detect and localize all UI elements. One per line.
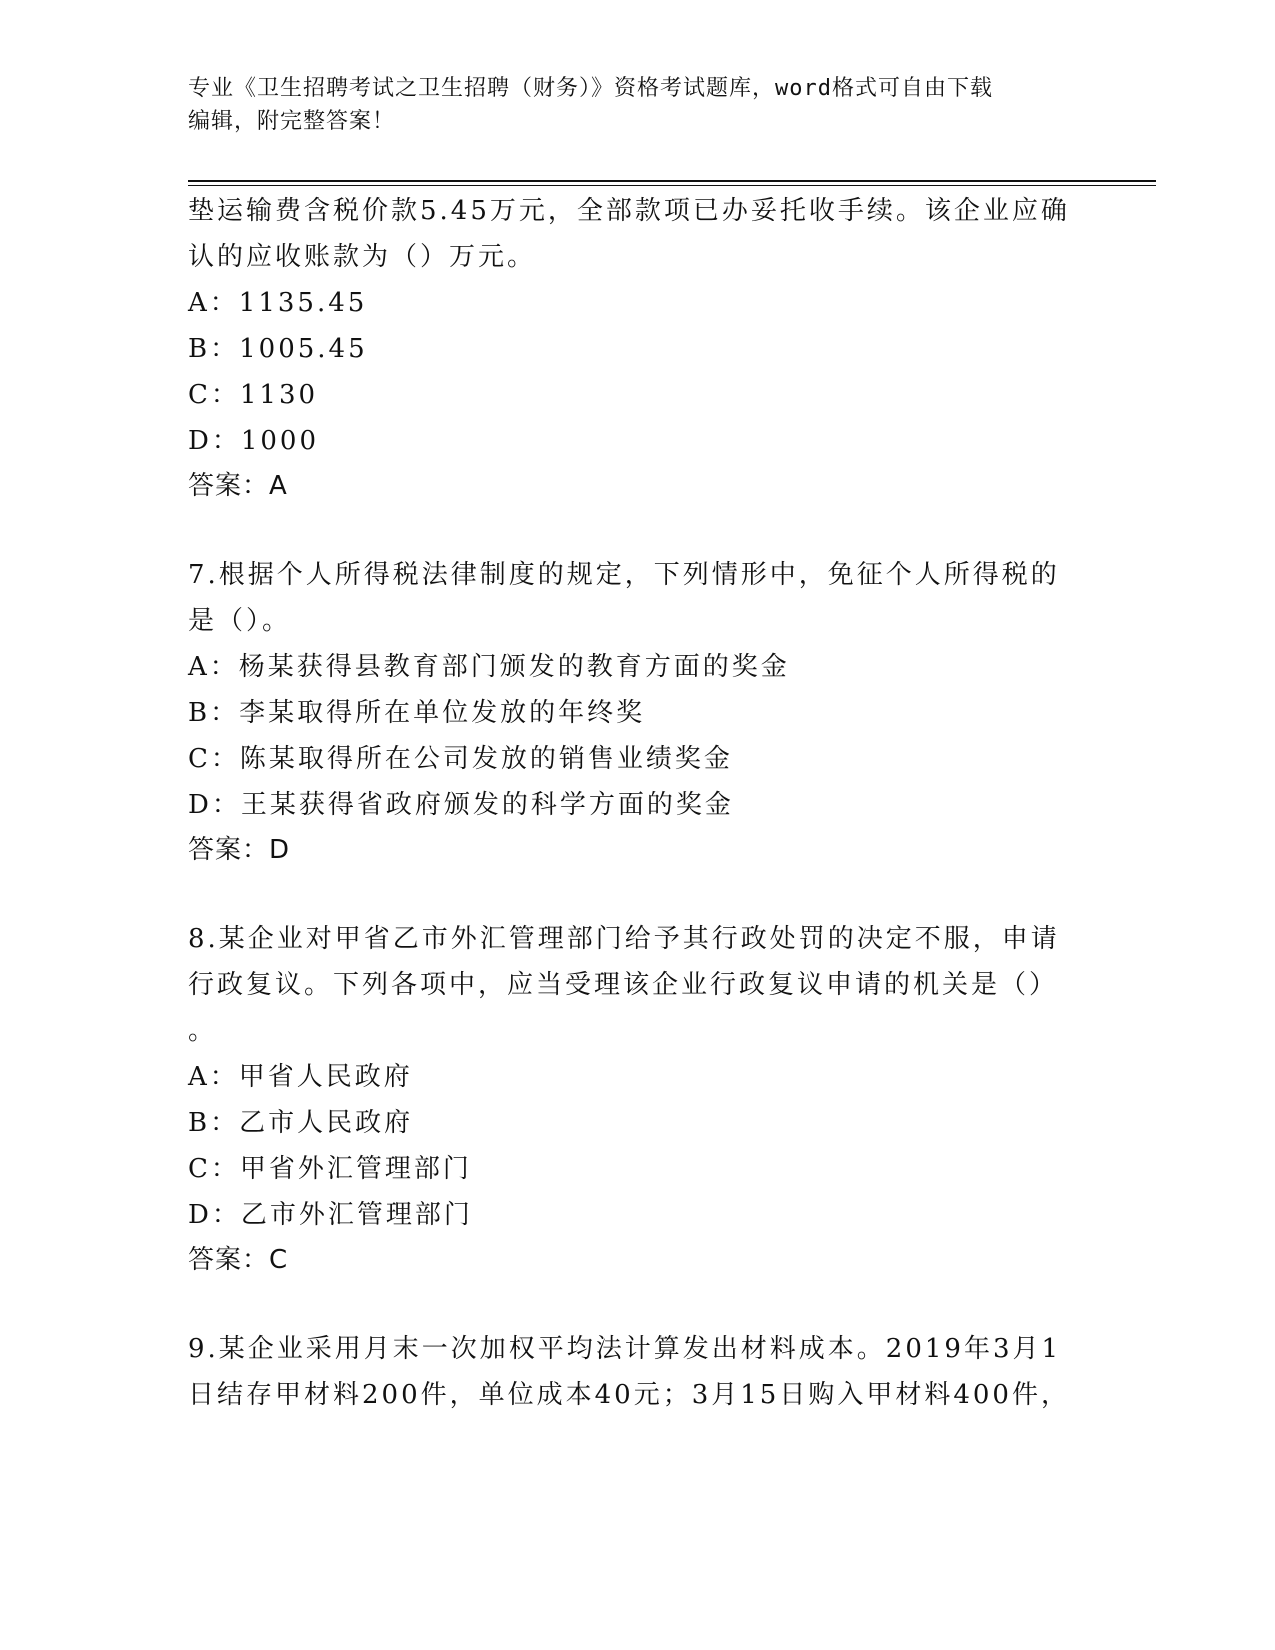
question-8 (188, 916, 1088, 1282)
header-rule-thin (188, 185, 1156, 186)
question-stem: 日结存甲材料200件，单位成本40元；3月15日购入甲材料400件， (188, 1380, 1070, 1410)
question-stem: 认的应收账款为（）万元。 (188, 242, 537, 272)
option-b: B：乙市人民政府 (188, 1108, 414, 1138)
header-line-2: 编辑，附完整答案！ (188, 109, 396, 134)
answer-line: 答案：D (188, 835, 291, 865)
option-d: D：王某获得省政府颁发的科学方面的奖金 (188, 790, 734, 820)
option-c: C：甲省外汇管理部门 (188, 1154, 472, 1184)
option-d: D：1000 (188, 426, 320, 456)
question-6 (188, 188, 1088, 508)
option-a: A：1135.45 (188, 288, 368, 318)
spacer (188, 1282, 1088, 1326)
header-line-1: 专业《卫生招聘考试之卫生招聘（财务）》资格考试题库，word格式可自由下载 (188, 76, 993, 101)
answer-line: 答案：C (188, 1245, 289, 1275)
spacer (188, 872, 1088, 916)
option-b: B：李某取得所在单位发放的年终奖 (188, 698, 646, 728)
question-stem: 行政复议。下列各项中，应当受理该企业行政复议申请的机关是（） (188, 970, 1059, 1000)
option-a: A：甲省人民政府 (188, 1062, 413, 1092)
option-d: D：乙市外汇管理部门 (188, 1200, 473, 1230)
question-stem: 。 (188, 1016, 218, 1046)
question-9 (188, 1326, 1088, 1418)
spacer (188, 508, 1088, 552)
answer-line: 答案：A (188, 471, 288, 501)
option-c: C：1130 (188, 380, 319, 410)
option-b: B：1005.45 (188, 334, 368, 364)
document-body (188, 188, 1088, 1418)
question-stem: 是（）。 (188, 606, 292, 636)
question-7 (188, 552, 1088, 872)
question-stem: 垫运输费含税价款5.45万元，全部款项已办妥托收手续。该企业应确 (188, 196, 1070, 226)
option-c: C：陈某取得所在公司发放的销售业绩奖金 (188, 744, 733, 774)
option-a: A：杨某获得县教育部门颁发的教育方面的奖金 (188, 652, 790, 682)
question-stem: 8.某企业对甲省乙市外汇管理部门给予其行政处罚的决定不服，申请 (188, 924, 1060, 954)
header-rule-thick (188, 180, 1156, 182)
question-stem: 7.根据个人所得税法律制度的规定，下列情形中，免征个人所得税的 (188, 560, 1060, 590)
document-header (188, 72, 1088, 138)
question-stem: 9.某企业采用月末一次加权平均法计算发出材料成本。2019年3月1 (188, 1334, 1062, 1364)
